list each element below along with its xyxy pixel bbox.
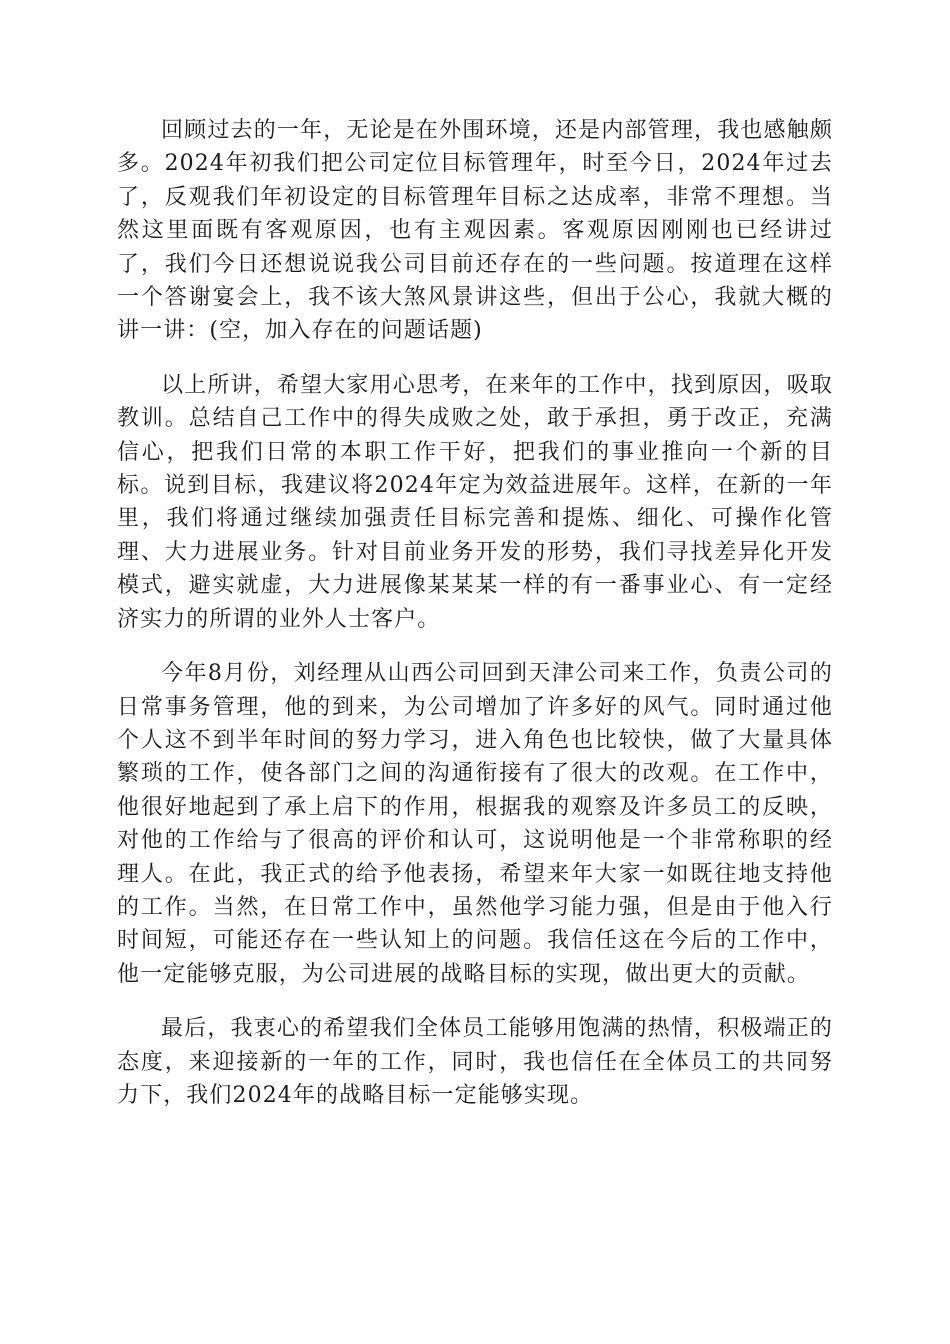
paragraph-closing: 最后，我衷心的希望我们全体员工能够用饱满的热情，积极端正的态度，来迎接新的一年的工作，同时，我也信任在全体员工的共同努力下，我们2024年的战略目标一定能够实现。	[117, 1016, 833, 1108]
paragraph-review: 回顾过去的一年，无论是在外围环境，还是内部管理，我也感触颇多。2024年初我们把公司定位目标管理年，时至今日，2024年过去了，反观我们年初设定的目标管理年目标之达成率，非常不理想。当然这里面既有客观原因，也有主观因素。客观原因刚刚也已经讲过了，我们今日还想说说我公司目前还存在的一些问题。按道理在这样一个答谢宴会上，我不该大煞风景讲这些，但出于公心，我就大概的讲一讲：(空，加入存在的问题话题)	[117, 118, 833, 344]
paragraph-goals: 以上所讲，希望大家用心思考，在来年的工作中，找到原因，吸取教训。总结自己工作中的得失成败之处，敢于承担，勇于改正，充满信心，把我们日常的本职工作干好，把我们的事业推向一个新的目标。说到目标，我建议将2024年定为效益进展年。这样，在新的一年里，我们将通过继续加强责任目标完善和提炼、细化、可操作化管理、大力进展业务。针对目前业务开发的形势，我们寻找差异化开发模式，避实就虚，大力进展像某某某一样的有一番事业心、有一定经济实力的所谓的业外人士客户。	[117, 372, 833, 632]
document-body	[117, 114, 833, 1133]
paragraph-manager-praise: 今年8月份，刘经理从山西公司回到天津公司来工作，负责公司的日常事务管理，他的到来，为公司增加了许多好的风气。同时通过他个人这不到半年时间的努力学习，进入角色也比较快，做了大量具体繁琐的工作，使各部门之间的沟通衔接有了很大的改观。在工作中，他很好地起到了承上启下的作用，根据我的观察及许多员工的反映，对他的工作给与了很高的评价和认可，这说明他是一个非常称职的经理人。在此，我正式的给予他表扬，希望来年大家一如既往地支持他的工作。当然，在日常工作中，虽然他学习能力强，但是由于他入行时间短，可能还存在一些认知上的问题。我信任这在今后的工作中，他一定能够克服，为公司进展的战略目标的实现，做出更大的贡献。	[117, 661, 833, 987]
